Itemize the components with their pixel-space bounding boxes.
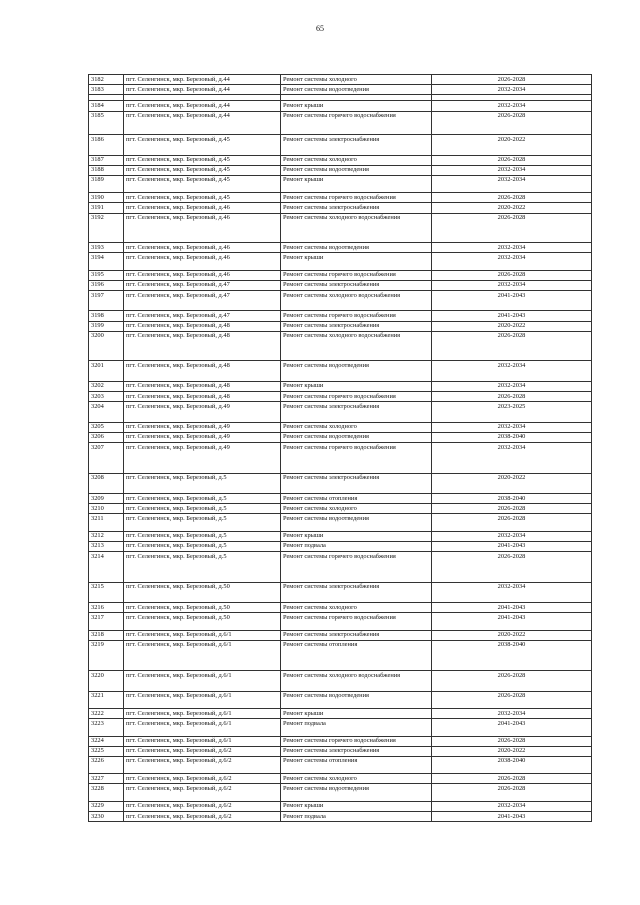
work-type-cell: Ремонт системы водоотведения: [281, 361, 432, 381]
row-number-cell: 3219: [89, 640, 124, 671]
work-type-cell: Ремонт системы водоотведения: [281, 165, 432, 175]
period-cell: 2032-2034: [432, 422, 592, 432]
address-cell: пгт. Селенгинск, мкр. Березовый, д.48: [124, 381, 281, 391]
period-cell: 2041-2043: [432, 291, 592, 311]
table-row: [89, 75, 592, 85]
table-row: [89, 361, 592, 381]
period-cell: 2032-2034: [432, 582, 592, 602]
period-cell: 2032-2034: [432, 85, 592, 95]
period-cell: 2032-2034: [432, 381, 592, 391]
address-cell: пгт. Селенгинск, мкр. Березовый, д.44: [124, 101, 281, 111]
row-number-cell: 3214: [89, 552, 124, 583]
table-row: [89, 432, 592, 442]
period-cell: 2032-2034: [432, 531, 592, 541]
table-row: [89, 582, 592, 602]
work-type-cell: Ремонт системы холодного: [281, 155, 432, 165]
work-type-cell: Ремонт системы холодного: [281, 422, 432, 432]
period-cell: 2032-2034: [432, 361, 592, 381]
table-row: [89, 493, 592, 503]
table-row: [89, 402, 592, 422]
address-cell: пгт. Селенгинск, мкр. Березовый, д.50: [124, 602, 281, 612]
work-type-cell: Ремонт крыши: [281, 175, 432, 192]
work-type-cell: Ремонт системы отопления: [281, 640, 432, 671]
table-row: [89, 442, 592, 473]
row-number-cell: 3211: [89, 514, 124, 531]
address-cell: пгт. Селенгинск, мкр. Березовый, д.5: [124, 493, 281, 503]
row-number-cell: 3226: [89, 756, 124, 773]
row-number-cell: 3191: [89, 203, 124, 213]
work-type-cell: Ремонт системы холодного водоснабжения: [281, 213, 432, 243]
row-number-cell: 3228: [89, 784, 124, 801]
row-number-cell: 3217: [89, 613, 124, 630]
address-cell: пгт. Селенгинск, мкр. Березовый, д.45: [124, 175, 281, 192]
table-row: [89, 203, 592, 213]
period-cell: 2038-2040: [432, 493, 592, 503]
table-row: [89, 331, 592, 361]
address-cell: пгт. Селенгинск, мкр. Березовый, д.45: [124, 193, 281, 203]
table-row: [89, 473, 592, 493]
address-cell: пгт. Селенгинск, мкр. Березовый, д.6/2: [124, 746, 281, 756]
period-cell: 2032-2034: [432, 165, 592, 175]
period-cell: 2023-2025: [432, 402, 592, 422]
period-cell: 2026-2028: [432, 75, 592, 85]
period-cell: 2032-2034: [432, 253, 592, 270]
work-type-cell: Ремонт системы электроснабжения: [281, 746, 432, 756]
row-number-cell: 3215: [89, 582, 124, 602]
period-cell: 2032-2034: [432, 442, 592, 473]
address-cell: пгт. Селенгинск, мкр. Березовый, д.50: [124, 582, 281, 602]
work-type-cell: Ремонт системы электроснабжения: [281, 402, 432, 422]
work-type-cell: Ремонт системы электроснабжения: [281, 280, 432, 290]
address-cell: пгт. Селенгинск, мкр. Березовый, д.6/1: [124, 736, 281, 746]
work-type-cell: Ремонт системы горячего водоснабжения: [281, 552, 432, 583]
table-row: [89, 165, 592, 175]
work-type-cell: Ремонт системы горячего водоснабжения: [281, 193, 432, 203]
period-cell: 2020-2022: [432, 746, 592, 756]
address-cell: пгт. Селенгинск, мкр. Березовый, д.6/1: [124, 719, 281, 736]
period-cell: 2026-2028: [432, 391, 592, 401]
row-number-cell: 3225: [89, 746, 124, 756]
row-number-cell: 3195: [89, 270, 124, 280]
row-number-cell: 3210: [89, 504, 124, 514]
table-row: [89, 101, 592, 111]
period-cell: 2026-2028: [432, 193, 592, 203]
table-row: [89, 291, 592, 311]
work-type-cell: Ремонт подвала: [281, 541, 432, 551]
table-row: [89, 280, 592, 290]
table-row: [89, 719, 592, 736]
address-cell: пгт. Селенгинск, мкр. Березовый, д.44: [124, 111, 281, 134]
period-cell: 2026-2028: [432, 784, 592, 801]
period-cell: 2032-2034: [432, 709, 592, 719]
address-cell: пгт. Селенгинск, мкр. Березовый, д.5: [124, 541, 281, 551]
work-type-cell: Ремонт системы горячего водоснабжения: [281, 736, 432, 746]
period-cell: 2032-2034: [432, 175, 592, 192]
address-cell: пгт. Селенгинск, мкр. Березовый, д.45: [124, 165, 281, 175]
work-type-cell: Ремонт системы отопления: [281, 756, 432, 773]
repair-schedule-table: [88, 74, 592, 822]
work-type-cell: Ремонт системы электроснабжения: [281, 473, 432, 493]
table-row: [89, 691, 592, 708]
period-cell: 2026-2028: [432, 270, 592, 280]
table-row: [89, 514, 592, 531]
address-cell: пгт. Селенгинск, мкр. Березовый, д.6/1: [124, 671, 281, 691]
address-cell: пгт. Селенгинск, мкр. Березовый, д.50: [124, 613, 281, 630]
table-row: [89, 135, 592, 155]
period-cell: 2041-2043: [432, 811, 592, 821]
work-type-cell: Ремонт системы электроснабжения: [281, 203, 432, 213]
work-type-cell: Ремонт подвала: [281, 719, 432, 736]
work-type-cell: Ремонт крыши: [281, 709, 432, 719]
row-number-cell: 3188: [89, 165, 124, 175]
work-type-cell: Ремонт системы водоотведения: [281, 243, 432, 253]
work-type-cell: Ремонт крыши: [281, 101, 432, 111]
address-cell: пгт. Селенгинск, мкр. Березовый, д.6/1: [124, 691, 281, 708]
row-number-cell: 3216: [89, 602, 124, 612]
period-cell: 2026-2028: [432, 514, 592, 531]
period-cell: 2026-2028: [432, 155, 592, 165]
row-number-cell: 3192: [89, 213, 124, 243]
address-cell: пгт. Селенгинск, мкр. Березовый, д.49: [124, 442, 281, 473]
address-cell: пгт. Селенгинск, мкр. Березовый, д.6/1: [124, 709, 281, 719]
period-cell: 2038-2040: [432, 756, 592, 773]
work-type-cell: Ремонт подвала: [281, 811, 432, 821]
row-number-cell: 3208: [89, 473, 124, 493]
row-number-cell: 3209: [89, 493, 124, 503]
address-cell: пгт. Селенгинск, мкр. Березовый, д.5: [124, 531, 281, 541]
work-type-cell: Ремонт системы холодного: [281, 75, 432, 85]
address-cell: пгт. Селенгинск, мкр. Березовый, д.44: [124, 75, 281, 85]
work-type-cell: Ремонт системы водоотведения: [281, 432, 432, 442]
work-type-cell: Ремонт системы водоотведения: [281, 784, 432, 801]
address-cell: пгт. Селенгинск, мкр. Березовый, д.5: [124, 514, 281, 531]
period-cell: 2020-2022: [432, 135, 592, 155]
table-row: [89, 531, 592, 541]
work-type-cell: Ремонт системы горячего водоснабжения: [281, 442, 432, 473]
period-cell: 2026-2028: [432, 774, 592, 784]
address-cell: пгт. Селенгинск, мкр. Березовый, д.46: [124, 213, 281, 243]
row-number-cell: 3229: [89, 801, 124, 811]
work-type-cell: Ремонт системы холодного водоснабжения: [281, 291, 432, 311]
period-cell: 2026-2028: [432, 691, 592, 708]
row-number-cell: 3202: [89, 381, 124, 391]
page-number: 65: [316, 24, 324, 33]
table-row: [89, 671, 592, 691]
row-number-cell: 3186: [89, 135, 124, 155]
table-row: [89, 613, 592, 630]
address-cell: пгт. Селенгинск, мкр. Березовый, д.49: [124, 422, 281, 432]
row-number-cell: 3207: [89, 442, 124, 473]
work-type-cell: Ремонт системы холодного: [281, 602, 432, 612]
work-type-cell: Ремонт системы отопления: [281, 493, 432, 503]
row-number-cell: 3194: [89, 253, 124, 270]
table-row: [89, 85, 592, 95]
work-type-cell: Ремонт системы водоотведения: [281, 514, 432, 531]
address-cell: пгт. Селенгинск, мкр. Березовый, д.48: [124, 391, 281, 401]
table-row: [89, 243, 592, 253]
row-number-cell: 3197: [89, 291, 124, 311]
work-type-cell: Ремонт системы горячего водоснабжения: [281, 391, 432, 401]
table-row: [89, 111, 592, 134]
row-number-cell: 3189: [89, 175, 124, 192]
address-cell: пгт. Селенгинск, мкр. Березовый, д.48: [124, 331, 281, 361]
period-cell: 2032-2034: [432, 101, 592, 111]
address-cell: пгт. Селенгинск, мкр. Березовый, д.45: [124, 155, 281, 165]
work-type-cell: Ремонт системы холодного: [281, 504, 432, 514]
row-number-cell: 3223: [89, 719, 124, 736]
table-row: [89, 391, 592, 401]
table-row: [89, 640, 592, 671]
period-cell: 2041-2043: [432, 541, 592, 551]
period-cell: 2026-2028: [432, 504, 592, 514]
row-number-cell: 3227: [89, 774, 124, 784]
period-cell: 2020-2022: [432, 473, 592, 493]
row-number-cell: 3220: [89, 671, 124, 691]
address-cell: пгт. Селенгинск, мкр. Березовый, д.48: [124, 321, 281, 331]
row-number-cell: 3230: [89, 811, 124, 821]
work-type-cell: Ремонт системы холодного водоснабжения: [281, 671, 432, 691]
table-row: [89, 541, 592, 551]
table-row: [89, 630, 592, 640]
address-cell: пгт. Селенгинск, мкр. Березовый, д.6/2: [124, 801, 281, 811]
period-cell: 2041-2043: [432, 602, 592, 612]
work-type-cell: Ремонт системы электроснабжения: [281, 135, 432, 155]
row-number-cell: 3187: [89, 155, 124, 165]
table-row: [89, 801, 592, 811]
work-type-cell: Ремонт крыши: [281, 253, 432, 270]
work-type-cell: Ремонт системы холодного водоснабжения: [281, 331, 432, 361]
row-number-cell: 3212: [89, 531, 124, 541]
period-cell: 2038-2040: [432, 432, 592, 442]
work-type-cell: Ремонт системы горячего водоснабжения: [281, 311, 432, 321]
row-number-cell: 3221: [89, 691, 124, 708]
row-number-cell: 3204: [89, 402, 124, 422]
row-number-cell: 3184: [89, 101, 124, 111]
address-cell: пгт. Селенгинск, мкр. Березовый, д.44: [124, 85, 281, 95]
address-cell: пгт. Селенгинск, мкр. Березовый, д.5: [124, 473, 281, 493]
row-number-cell: 3203: [89, 391, 124, 401]
row-number-cell: 3199: [89, 321, 124, 331]
row-number-cell: 3222: [89, 709, 124, 719]
row-number-cell: 3183: [89, 85, 124, 95]
row-number-cell: 3185: [89, 111, 124, 134]
table-row: [89, 709, 592, 719]
table-row: [89, 155, 592, 165]
period-cell: 2026-2028: [432, 736, 592, 746]
period-cell: 2041-2043: [432, 311, 592, 321]
address-cell: пгт. Селенгинск, мкр. Березовый, д.5: [124, 552, 281, 583]
table-row: [89, 756, 592, 773]
period-cell: 2020-2022: [432, 321, 592, 331]
period-cell: 2032-2034: [432, 801, 592, 811]
work-type-cell: Ремонт системы холодного: [281, 774, 432, 784]
work-type-cell: Ремонт крыши: [281, 531, 432, 541]
address-cell: пгт. Селенгинск, мкр. Березовый, д.5: [124, 504, 281, 514]
period-cell: 2026-2028: [432, 213, 592, 243]
table-row: [89, 193, 592, 203]
address-cell: пгт. Селенгинск, мкр. Березовый, д.6/2: [124, 774, 281, 784]
address-cell: пгт. Селенгинск, мкр. Березовый, д.46: [124, 253, 281, 270]
row-number-cell: 3193: [89, 243, 124, 253]
period-cell: 2020-2022: [432, 203, 592, 213]
period-cell: 2032-2034: [432, 243, 592, 253]
address-cell: пгт. Селенгинск, мкр. Березовый, д.6/2: [124, 811, 281, 821]
period-cell: 2026-2028: [432, 671, 592, 691]
address-cell: пгт. Селенгинск, мкр. Березовый, д.6/1: [124, 640, 281, 671]
row-number-cell: 3206: [89, 432, 124, 442]
address-cell: пгт. Селенгинск, мкр. Березовый, д.49: [124, 432, 281, 442]
row-number-cell: 3200: [89, 331, 124, 361]
address-cell: пгт. Селенгинск, мкр. Березовый, д.46: [124, 243, 281, 253]
period-cell: 2041-2043: [432, 613, 592, 630]
table-row: [89, 552, 592, 583]
row-number-cell: 3198: [89, 311, 124, 321]
period-cell: 2041-2043: [432, 719, 592, 736]
table-row: [89, 253, 592, 270]
address-cell: пгт. Селенгинск, мкр. Березовый, д.49: [124, 402, 281, 422]
address-cell: пгт. Селенгинск, мкр. Березовый, д.6/1: [124, 630, 281, 640]
work-type-cell: Ремонт системы электроснабжения: [281, 630, 432, 640]
work-type-cell: Ремонт системы электроснабжения: [281, 321, 432, 331]
table-row: [89, 746, 592, 756]
table-row: [89, 736, 592, 746]
address-cell: пгт. Селенгинск, мкр. Березовый, д.46: [124, 203, 281, 213]
period-cell: 2032-2034: [432, 280, 592, 290]
row-number-cell: 3218: [89, 630, 124, 640]
table-body: [89, 75, 592, 822]
row-number-cell: 3190: [89, 193, 124, 203]
work-type-cell: Ремонт системы горячего водоснабжения: [281, 111, 432, 134]
table-row: [89, 311, 592, 321]
table-row: [89, 381, 592, 391]
table-row: [89, 774, 592, 784]
row-number-cell: 3213: [89, 541, 124, 551]
row-number-cell: 3201: [89, 361, 124, 381]
work-type-cell: Ремонт системы горячего водоснабжения: [281, 270, 432, 280]
work-type-cell: Ремонт крыши: [281, 801, 432, 811]
address-cell: пгт. Селенгинск, мкр. Березовый, д.48: [124, 361, 281, 381]
row-number-cell: 3182: [89, 75, 124, 85]
period-cell: 2026-2028: [432, 111, 592, 134]
table-row: [89, 784, 592, 801]
address-cell: пгт. Селенгинск, мкр. Березовый, д.45: [124, 135, 281, 155]
work-type-cell: Ремонт системы водоотведения: [281, 85, 432, 95]
table-row: [89, 213, 592, 243]
period-cell: 2026-2028: [432, 552, 592, 583]
work-type-cell: Ремонт крыши: [281, 381, 432, 391]
address-cell: пгт. Селенгинск, мкр. Березовый, д.47: [124, 280, 281, 290]
table-row: [89, 504, 592, 514]
table-row: [89, 602, 592, 612]
work-type-cell: Ремонт системы электроснабжения: [281, 582, 432, 602]
table-row: [89, 321, 592, 331]
address-cell: пгт. Селенгинск, мкр. Березовый, д.6/2: [124, 784, 281, 801]
row-number-cell: 3224: [89, 736, 124, 746]
table-row: [89, 175, 592, 192]
table-row: [89, 270, 592, 280]
address-cell: пгт. Селенгинск, мкр. Березовый, д.47: [124, 291, 281, 311]
address-cell: пгт. Селенгинск, мкр. Березовый, д.47: [124, 311, 281, 321]
table-row: [89, 422, 592, 432]
period-cell: 2026-2028: [432, 331, 592, 361]
period-cell: 2020-2022: [432, 630, 592, 640]
period-cell: 2038-2040: [432, 640, 592, 671]
work-type-cell: Ремонт системы водоотведения: [281, 691, 432, 708]
row-number-cell: 3205: [89, 422, 124, 432]
row-number-cell: 3196: [89, 280, 124, 290]
work-type-cell: Ремонт системы горячего водоснабжения: [281, 613, 432, 630]
address-cell: пгт. Селенгинск, мкр. Березовый, д.6/2: [124, 756, 281, 773]
table-row: [89, 811, 592, 821]
address-cell: пгт. Селенгинск, мкр. Березовый, д.46: [124, 270, 281, 280]
